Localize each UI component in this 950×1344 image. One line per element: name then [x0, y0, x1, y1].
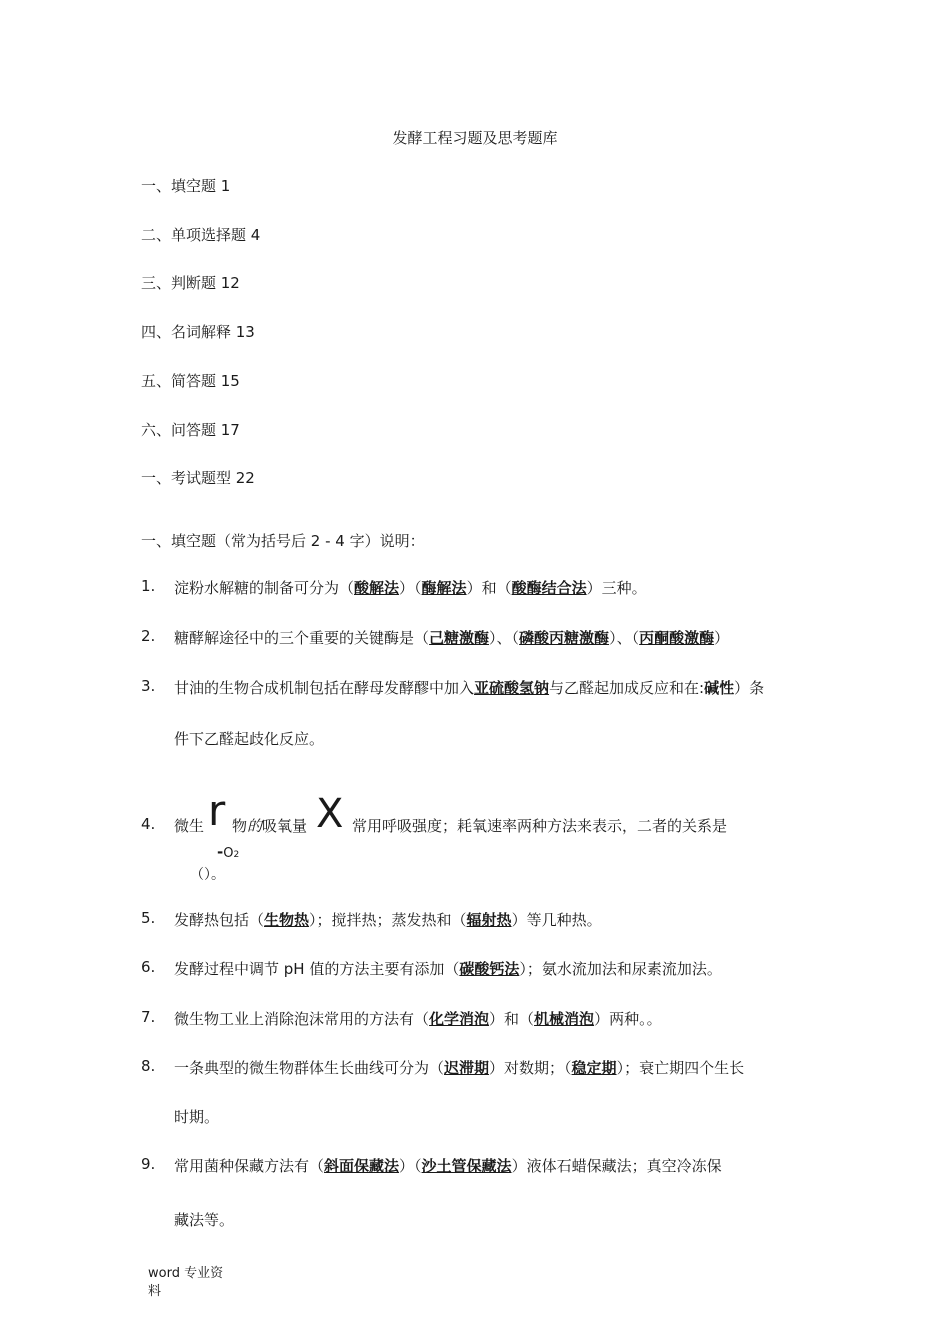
question-8: 一条典型的微生物群体生长曲线可分为（迟滞期）对数期；（稳定期）；衰亡期四个生长 [174, 1059, 745, 1077]
answer: 沙土管保藏法 [421, 1157, 512, 1175]
question-1: 淀粉水解糖的制备可分为（酸解法）（酶解法）和（酸酶结合法）三种。 [174, 579, 647, 597]
question-6: 发酵过程中调节 pH 值的方法主要有添加（碳酸钙法）；氨水流加法和尿素流加法。 [174, 960, 722, 978]
question-7: 微生物工业上消除泡沫常用的方法有（化学消泡）和（机械消泡）两种。。 [174, 1010, 662, 1028]
toc-item-4: 四、名词解释 13 [141, 323, 255, 341]
question-number: 2. [141, 627, 156, 645]
question-number: 4. [141, 815, 156, 833]
question-4-start: 微生 [174, 817, 205, 835]
answer: 稳定期 [571, 1059, 617, 1077]
question-4-end: 常用呼吸强度；耗氧速率两种方法来表示，二者的关系是 [352, 817, 728, 835]
toc-item-5: 五、简答题 15 [141, 372, 240, 390]
answer: 己糖激酶 [429, 629, 490, 647]
answer: 化学消泡 [429, 1010, 490, 1028]
question-number: 3. [141, 677, 156, 695]
answer: 迟滞期 [444, 1059, 490, 1077]
toc-item-2: 二、单项选择题 4 [141, 226, 261, 244]
answer: 辐射热 [466, 911, 512, 929]
subscript-o: -O2 [217, 843, 240, 861]
symbol-x: X [316, 791, 344, 837]
question-9: 常用菌种保藏方法有（斜面保藏法）（沙土管保藏法）液体石蜡保藏法；真空冷冻保 [174, 1157, 722, 1175]
answer: 酸解法 [354, 579, 400, 597]
answer: 生物热 [264, 911, 310, 929]
question-number: 6. [141, 958, 156, 976]
question-number: 9. [141, 1155, 156, 1173]
answer: 机械消泡 [534, 1010, 595, 1028]
question-number: 5. [141, 909, 156, 927]
symbol-r: r [208, 786, 226, 835]
answer: 磷酸丙糖激酶 [519, 629, 610, 647]
answer: 丙酮酸激酶 [639, 629, 715, 647]
page-title: 发酵工程习题及思考题库 [392, 129, 558, 147]
question-2: 糖酵解途径中的三个重要的关键酶是（己糖激酶）、（磷酸丙糖激酶）、（丙酮酸激酶） [174, 629, 730, 647]
toc-item-1: 一、填空题 1 [141, 177, 231, 195]
question-4-paren: （）。 [190, 867, 225, 883]
page-footer: word 专业资 料 [148, 1266, 224, 1299]
toc-item-7: 一、考试题型 22 [141, 469, 255, 487]
question-4-mid: 物的吸氧量 [232, 817, 308, 835]
answer: 亚硫酸氢钠 [474, 679, 550, 697]
answer: 酶解法 [421, 579, 467, 597]
question-5: 发酵热包括（生物热）；搅拌热；蒸发热和（辐射热）等几种热。 [174, 911, 602, 929]
toc-item-6: 六、问答题 17 [141, 421, 240, 439]
question-3-continued: 件下乙醛起歧化反应。 [174, 730, 325, 748]
question-9-continued: 藏法等。 [174, 1211, 235, 1229]
question-number: 8. [141, 1057, 156, 1075]
question-8-continued: 时期。 [174, 1108, 220, 1126]
answer: 酸酶结合法 [511, 579, 587, 597]
question-3: 甘油的生物合成机制包括在酵母发酵醪中加入亚硫酸氢钠与乙醛起加成反应和在:碱性）条 [174, 679, 765, 697]
answer: 碱性 [704, 679, 735, 697]
answer: 斜面保藏法 [324, 1157, 400, 1175]
answer: 碳酸钙法 [459, 960, 520, 978]
question-number: 1. [141, 577, 156, 595]
toc-item-3: 三、判断题 12 [141, 274, 240, 292]
question-number: 7. [141, 1008, 156, 1026]
section-heading: 一、填空题（常为括号后 2 - 4 字）说明： [141, 532, 425, 550]
